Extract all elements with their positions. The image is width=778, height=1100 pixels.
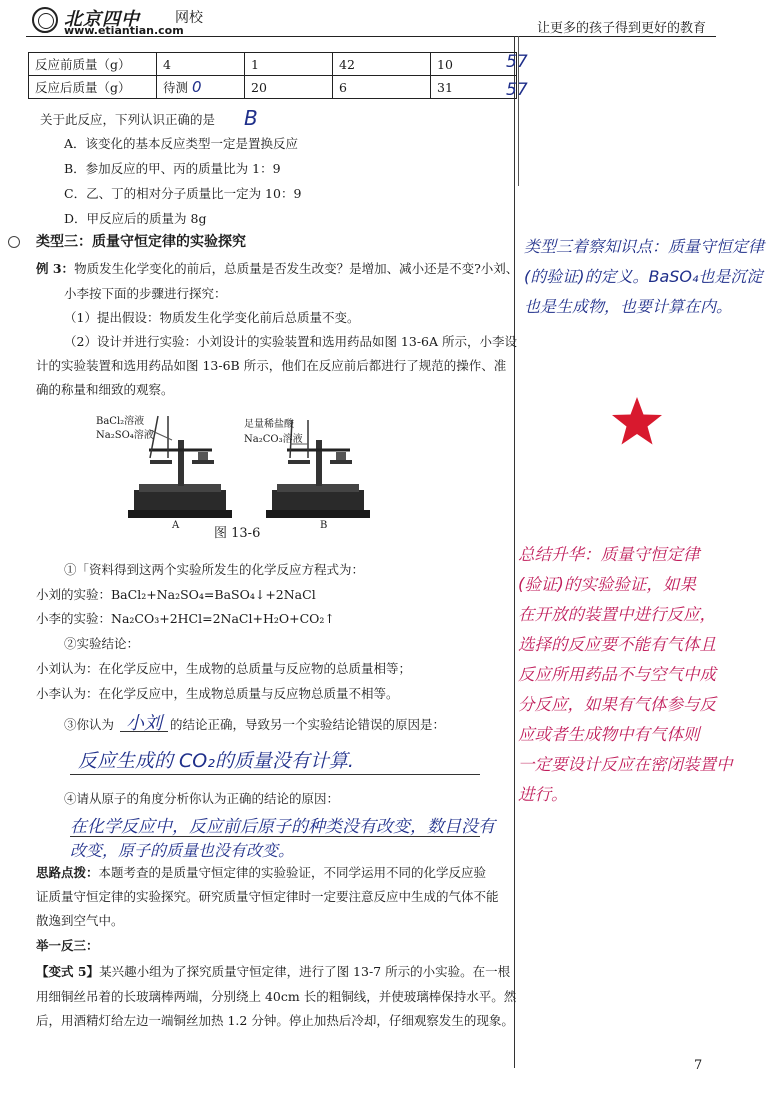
tips-line: 散逸到空气中。 bbox=[36, 913, 124, 928]
example-line: 小李按下面的步骤进行探究： bbox=[64, 286, 227, 301]
table-row bbox=[29, 76, 517, 99]
practice-text: 某兴趣小组为了探究质量守恒定律，进行了图 13-7 所示的小实验。在一根 bbox=[99, 964, 511, 979]
practice-line: 后，用酒精灯给左边一端铜丝加热 1.2 分钟。停止加热后冷却，仔细观察发生的现象。 bbox=[36, 1013, 514, 1028]
analysis-item: ①「资料得到这两个实验所发生的化学反应方程式为： bbox=[64, 562, 365, 577]
margin-note-blue bbox=[524, 232, 764, 322]
example-step2: 确的称量和细致的观察。 bbox=[36, 382, 174, 397]
option-a: A．该变化的基本反应类型一定是置换反应 bbox=[64, 136, 299, 151]
margin-note-line: 类型三着察知识点：质量守恒定律 bbox=[524, 237, 765, 256]
margin-note-line: 反应所用药品不与空气中成 bbox=[518, 665, 716, 684]
margin-note-line: (验证)的实验验证，如果 bbox=[518, 575, 696, 594]
pending-value: 待测 bbox=[163, 80, 189, 95]
analysis-item: ③你认为 bbox=[64, 717, 115, 732]
analysis-item: ④请从原子的角度分析你认为正确的结论的原因： bbox=[64, 791, 340, 806]
logo-url: www.etiantian.com bbox=[64, 24, 184, 37]
margin-note-line: (的验证)的定义。BaSO₄也是沉淀 bbox=[524, 267, 763, 286]
answer-underline bbox=[70, 836, 480, 837]
margin-note-line: 应或者生成物中有气体则 bbox=[518, 725, 700, 744]
handwritten-answer: 在化学反应中，反应前后原子的种类没有改变，数目没有 bbox=[70, 817, 495, 837]
example-step2: （2）设计并进行实验：小刘设计的实验装置和选用药品如图 13-6A 所示，小李设 bbox=[64, 334, 518, 349]
table-cell-label: 反应后质量（g） bbox=[29, 76, 157, 99]
analysis-item: ②实验结论： bbox=[64, 636, 140, 651]
table-cell: 1 bbox=[245, 53, 333, 76]
margin-note-pink bbox=[518, 540, 733, 810]
tips-label: 思路点拨： bbox=[36, 865, 99, 880]
header-slogan: 让更多的孩子得到更好的教育 bbox=[537, 21, 707, 36]
section-title: 类型三：质量守恒定律的实验探究 bbox=[36, 234, 246, 250]
table-cell: 10 bbox=[431, 53, 517, 76]
variant-label: 【变式 5】 bbox=[36, 964, 100, 979]
option-d: D．甲反应后的质量为 8g bbox=[64, 211, 207, 226]
example-label: 例 3： bbox=[36, 261, 75, 276]
example-step2: 计的实验装置和选用药品如图 13-6B 所示，他们在反应前后都进行了规范的操作、准 bbox=[36, 358, 507, 373]
margin-note-line: 总结升华：质量守恒定律 bbox=[518, 545, 700, 564]
equation-li: 小李的实验：Na₂CO₃+2HCl=2NaCl+H₂O+CO₂↑ bbox=[36, 611, 335, 626]
figure-label: 足量稀盐酸 bbox=[244, 419, 294, 430]
figure-label-b: B bbox=[320, 520, 328, 531]
handwritten-blank-answer: 0 bbox=[192, 78, 202, 96]
table-row bbox=[29, 53, 517, 76]
handwritten-answer: 小刘 bbox=[126, 713, 162, 734]
equation-liu: 小刘的实验：BaCl₂+Na₂SO₄=BaSO₄↓+2NaCl bbox=[36, 587, 316, 602]
conclusion-liu: 小刘认为：在化学反应中，生成物的总质量与反应物的总质量相等； bbox=[36, 661, 412, 676]
logo-text: 北京四中 bbox=[64, 9, 140, 30]
header-divider bbox=[26, 36, 716, 37]
margin-note-line: 选择的反应要不能有气体且 bbox=[518, 635, 716, 654]
conclusion-li: 小李认为：在化学反应中，生成物总质量与反应物总质量不相等。 bbox=[36, 686, 399, 701]
handwritten-answer: B bbox=[244, 106, 258, 130]
logo-seal-icon bbox=[32, 7, 58, 33]
tips-text: 本题考查的是质量守恒定律的实验验证，不同学运用不同的化学反应验 bbox=[98, 865, 487, 880]
practice-label: 举一反三： bbox=[36, 938, 99, 953]
handwritten-answer: 改变，原子的质量也没有改变。 bbox=[70, 841, 295, 860]
table-cell: 20 bbox=[245, 76, 333, 99]
question-stem: 关于此反应，下列认识正确的是 bbox=[40, 112, 216, 127]
margin-note-line: 进行。 bbox=[518, 785, 568, 804]
table-cell: 42 bbox=[333, 53, 431, 76]
option-b: B．参加反应的甲、丙的质量比为 1：9 bbox=[64, 161, 281, 176]
practice-line bbox=[36, 964, 510, 980]
analysis-item: 的结论正确，导致另一个实验结论错误的原因是： bbox=[170, 717, 446, 732]
table-cell: 6 bbox=[333, 76, 431, 99]
star-icon bbox=[611, 396, 663, 446]
margin-note-line: 一定要设计反应在密闭装置中 bbox=[518, 755, 733, 774]
page-number: 7 bbox=[694, 1058, 703, 1073]
practice-line: 用细铜丝吊着的长玻璃棒两端，分别绕上 40cm 长的粗铜线，并使玻璃棒保持水平。然 bbox=[36, 989, 517, 1004]
blank-underline bbox=[120, 731, 168, 732]
example-line bbox=[36, 261, 518, 277]
margin-note-line: 也是生成物，也要计算在内。 bbox=[524, 297, 733, 316]
margin-mark: 57 bbox=[506, 52, 528, 72]
tips-line bbox=[36, 865, 486, 881]
margin-note-line: 分反应，如果有气体参与反 bbox=[518, 695, 716, 714]
margin-mark: 57 bbox=[506, 80, 528, 100]
tips-line: 证质量守恒定律的实验探究。研究质量守恒定律时一定要注意反应中生成的气体不能 bbox=[36, 889, 499, 904]
handwritten-answer: 反应生成的 CO₂的质量没有计算. bbox=[78, 750, 354, 772]
option-c: C．乙、丁的相对分子质量比一定为 10：9 bbox=[64, 186, 302, 201]
figure-label-a: A bbox=[172, 520, 180, 531]
figure-caption: 图 13-6 bbox=[214, 526, 261, 541]
logo-sub: 网校 bbox=[175, 10, 203, 26]
margin-note-line: 在开放的装置中进行反应， bbox=[518, 605, 716, 624]
table-cell-label: 反应前质量（g） bbox=[29, 53, 157, 76]
section-bullet-icon bbox=[8, 236, 20, 248]
column-divider bbox=[514, 36, 515, 1068]
example-step1: （1）提出假设：物质发生化学变化前后总质量不变。 bbox=[64, 310, 360, 325]
table-cell: 4 bbox=[157, 53, 245, 76]
table-cell bbox=[157, 76, 245, 99]
figure-label: Na₂CO₃溶液 bbox=[244, 434, 303, 445]
mass-table bbox=[28, 52, 517, 99]
table-cell: 31 bbox=[431, 76, 517, 99]
answer-underline bbox=[70, 774, 480, 775]
figure-label: BaCl₂溶液 bbox=[96, 416, 145, 427]
figure-label: Na₂SO₄溶液 bbox=[96, 430, 154, 441]
example-text: 物质发生化学变化的前后，总质量是否发生改变？是增加、减小还是不变?小刘、 bbox=[74, 261, 519, 276]
